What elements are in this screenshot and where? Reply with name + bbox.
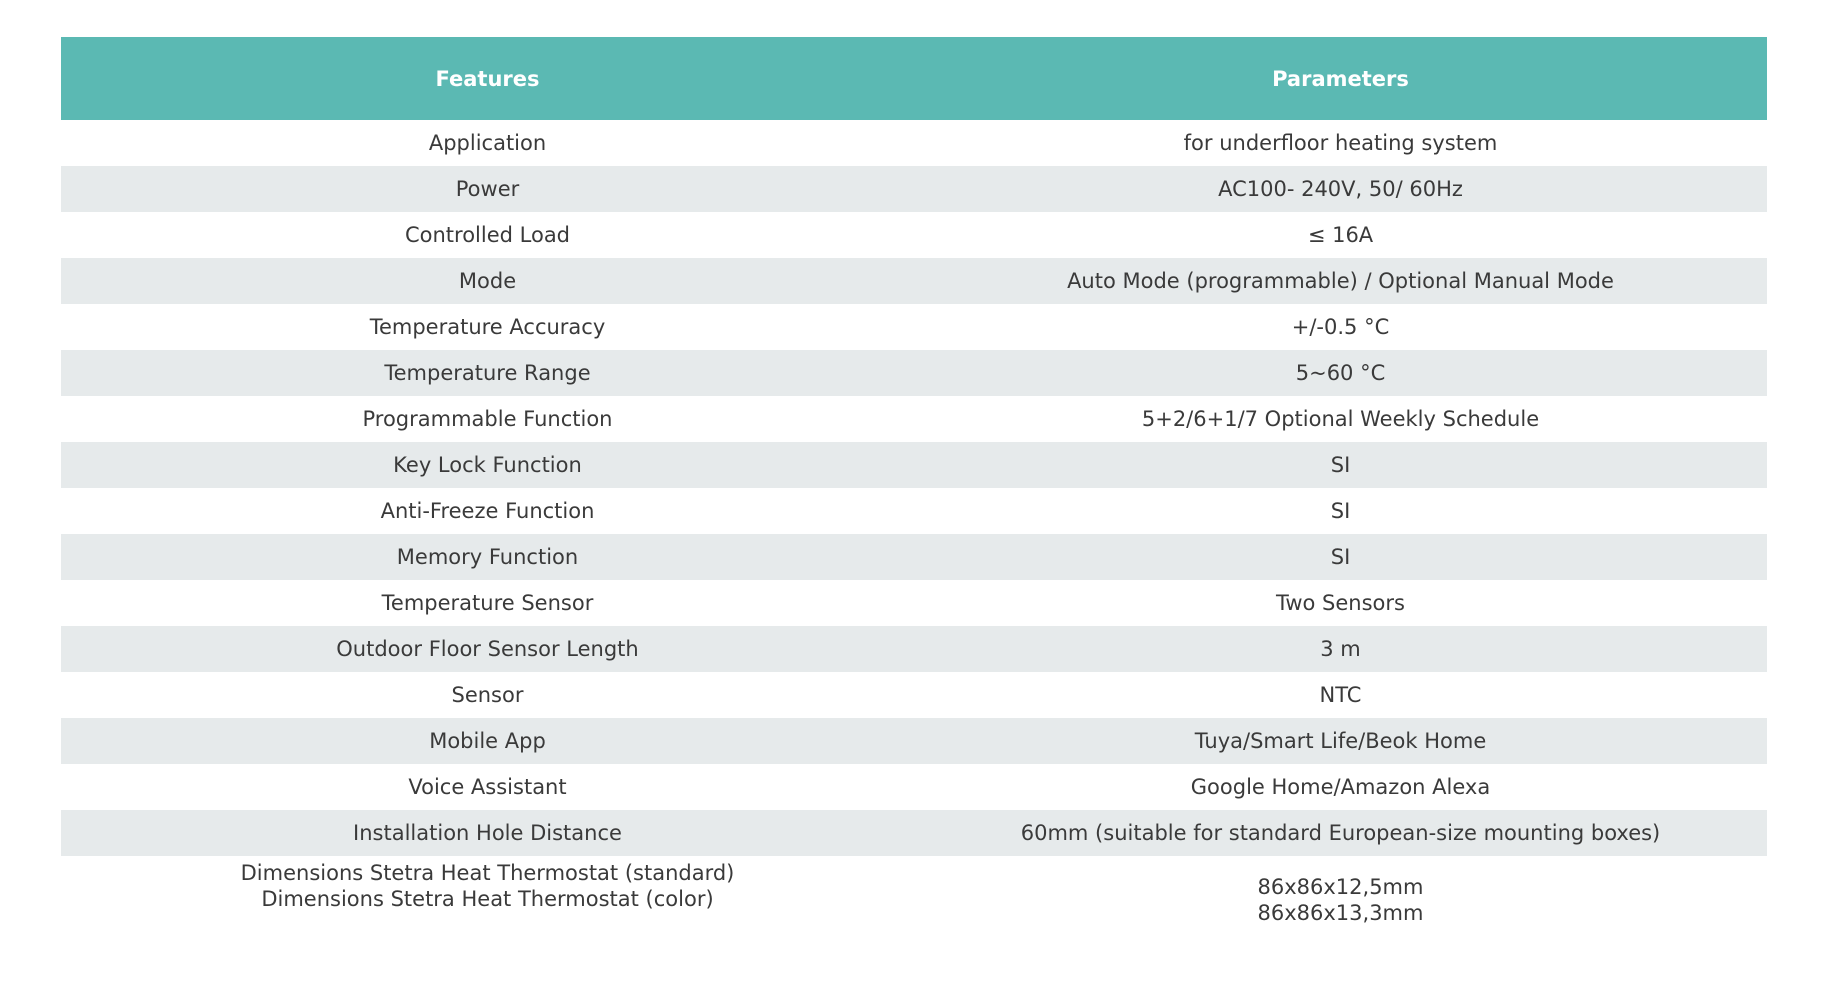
table-row-dimensions bbox=[61, 856, 1767, 944]
header-features: Features bbox=[61, 37, 914, 120]
feature-cell: Mobile App bbox=[61, 718, 914, 764]
parameter-cell: NTC bbox=[914, 672, 1767, 718]
parameter-cell: 3 m bbox=[914, 626, 1767, 672]
table-row bbox=[61, 442, 1767, 488]
parameter-cell: Tuya/Smart Life/Beok Home bbox=[914, 718, 1767, 764]
feature-cell: Anti-Freeze Function bbox=[61, 488, 914, 534]
header-row bbox=[61, 37, 1767, 120]
parameter-cell: 5~60 °C bbox=[914, 350, 1767, 396]
parameter-cell: 60mm (suitable for standard European-size mounting boxes) bbox=[914, 810, 1767, 856]
parameter-cell: 5+2/6+1/7 Optional Weekly Schedule bbox=[914, 396, 1767, 442]
table-row bbox=[61, 672, 1767, 718]
dimensions-standard-value: 86x86x12,5mm bbox=[1257, 875, 1424, 899]
feature-cell: Power bbox=[61, 166, 914, 212]
parameter-cell: ≤ 16A bbox=[914, 212, 1767, 258]
feature-cell: Installation Hole Distance bbox=[61, 810, 914, 856]
feature-cell: Controlled Load bbox=[61, 212, 914, 258]
feature-cell: Programmable Function bbox=[61, 396, 914, 442]
parameter-cell: Google Home/Amazon Alexa bbox=[914, 764, 1767, 810]
parameter-cell: SI bbox=[914, 442, 1767, 488]
table-row bbox=[61, 396, 1767, 442]
table-row bbox=[61, 488, 1767, 534]
parameter-cell: for underfloor heating system bbox=[914, 120, 1767, 166]
dimensions-standard-label: Dimensions Stetra Heat Thermostat (standard) bbox=[240, 861, 735, 885]
table-row bbox=[61, 718, 1767, 764]
feature-cell: Voice Assistant bbox=[61, 764, 914, 810]
spec-table bbox=[61, 37, 1767, 944]
dimensions-color-value: 86x86x13,3mm bbox=[1257, 901, 1424, 925]
table-row bbox=[61, 764, 1767, 810]
table-row bbox=[61, 212, 1767, 258]
table-header bbox=[61, 37, 1767, 120]
feature-cell: Application bbox=[61, 120, 914, 166]
feature-cell: Key Lock Function bbox=[61, 442, 914, 488]
feature-cell: Temperature Accuracy bbox=[61, 304, 914, 350]
table-row bbox=[61, 580, 1767, 626]
table-row bbox=[61, 304, 1767, 350]
parameter-cell: Auto Mode (programmable) / Optional Manual Mode bbox=[914, 258, 1767, 304]
feature-cell: Outdoor Floor Sensor Length bbox=[61, 626, 914, 672]
feature-cell: Temperature Sensor bbox=[61, 580, 914, 626]
parameter-cell: +/-0.5 °C bbox=[914, 304, 1767, 350]
table-row bbox=[61, 626, 1767, 672]
table-row bbox=[61, 534, 1767, 580]
parameter-cell: AC100- 240V, 50/ 60Hz bbox=[914, 166, 1767, 212]
feature-cell: Sensor bbox=[61, 672, 914, 718]
parameter-cell: Two Sensors bbox=[914, 580, 1767, 626]
feature-cell-dimensions bbox=[61, 856, 914, 944]
table-row bbox=[61, 166, 1767, 212]
dimensions-color-label: Dimensions Stetra Heat Thermostat (color) bbox=[261, 887, 714, 911]
table-row bbox=[61, 120, 1767, 166]
table-row bbox=[61, 810, 1767, 856]
table-row bbox=[61, 258, 1767, 304]
header-parameters: Parameters bbox=[914, 37, 1767, 120]
parameter-cell: SI bbox=[914, 488, 1767, 534]
feature-cell: Temperature Range bbox=[61, 350, 914, 396]
feature-cell: Mode bbox=[61, 258, 914, 304]
parameter-cell: SI bbox=[914, 534, 1767, 580]
parameter-cell-dimensions bbox=[914, 856, 1767, 944]
feature-cell: Memory Function bbox=[61, 534, 914, 580]
table-row bbox=[61, 350, 1767, 396]
table-body bbox=[61, 120, 1767, 944]
